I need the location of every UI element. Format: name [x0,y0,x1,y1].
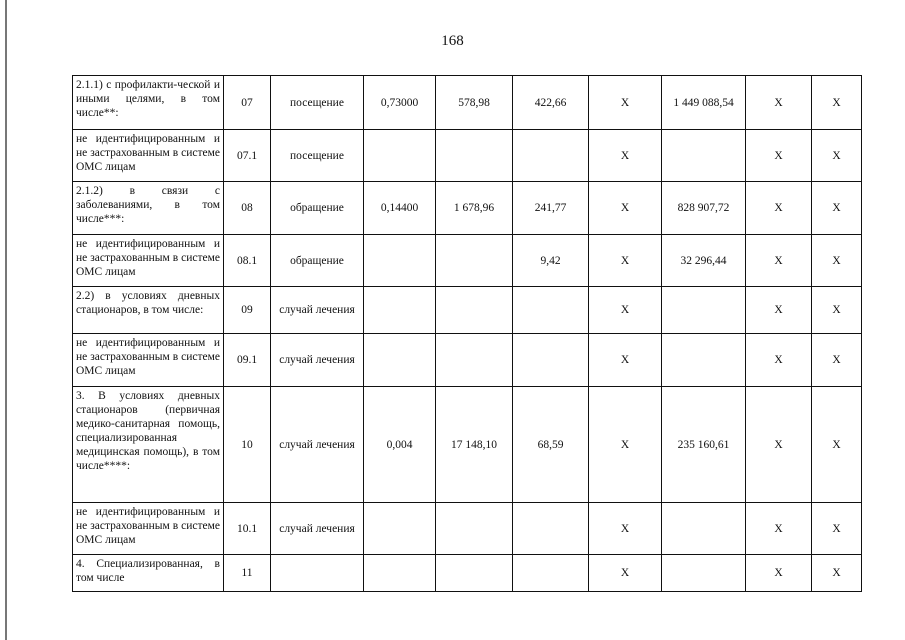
row-value-cell: X [589,387,662,503]
row-unit-cell: обращение [271,182,364,235]
row-description-cell: не идентифицированным и не застрахованным в системе ОМС лицам [73,503,224,555]
row-value-cell [436,235,513,287]
row-description-cell: 2.1.2) в связи с заболеваниями, в том числе***: [73,182,224,235]
row-description-cell: 2.2) в условиях дневных стационаров, в том числе: [73,287,224,334]
row-unit-cell: случай лечения [271,503,364,555]
table-row [73,503,862,555]
row-value-cell: X [746,387,812,503]
row-value-cell [662,555,746,592]
row-value-cell [436,503,513,555]
page-left-edge [5,0,7,640]
row-value-cell: X [746,76,812,130]
row-value-cell: 422,66 [513,76,589,130]
row-value-cell [662,287,746,334]
row-value-cell [364,555,436,592]
row-unit-cell: посещение [271,76,364,130]
row-value-cell [436,287,513,334]
row-value-cell [364,287,436,334]
row-value-cell: 241,77 [513,182,589,235]
row-value-cell: X [746,130,812,182]
row-value-cell: X [812,287,862,334]
table-row [73,555,862,592]
row-value-cell: X [746,334,812,387]
row-value-cell [513,334,589,387]
row-value-cell: 0,73000 [364,76,436,130]
row-value-cell: 9,42 [513,235,589,287]
row-code-cell: 10.1 [224,503,271,555]
row-value-cell [364,334,436,387]
row-value-cell: X [589,555,662,592]
table-row [73,182,862,235]
row-value-cell: X [812,387,862,503]
row-code-cell: 07 [224,76,271,130]
row-value-cell: X [589,334,662,387]
row-unit-cell: случай лечения [271,334,364,387]
row-value-cell: X [589,76,662,130]
row-value-cell: X [746,503,812,555]
row-unit-cell: случай лечения [271,387,364,503]
row-value-cell: X [812,130,862,182]
row-value-cell: X [812,555,862,592]
row-code-cell: 08 [224,182,271,235]
table-row [73,130,862,182]
row-description-cell: не идентифицированным и не застрахованным в системе ОМС лицам [73,334,224,387]
row-value-cell: X [589,130,662,182]
row-value-cell: 235 160,61 [662,387,746,503]
row-value-cell: X [589,287,662,334]
row-description-cell: 2.1.1) с профилакти-ческой и иными целями, в том числе**: [73,76,224,130]
row-description-cell: не идентифицированным и не застрахованным в системе ОМС лицам [73,235,224,287]
row-unit-cell: обращение [271,235,364,287]
row-value-cell: X [746,287,812,334]
data-table [72,75,862,592]
row-code-cell: 09.1 [224,334,271,387]
row-code-cell: 08.1 [224,235,271,287]
row-value-cell [364,130,436,182]
row-value-cell: X [812,182,862,235]
row-value-cell: 32 296,44 [662,235,746,287]
row-value-cell [662,334,746,387]
row-value-cell [662,503,746,555]
row-value-cell: X [812,334,862,387]
row-unit-cell: посещение [271,130,364,182]
row-value-cell [364,235,436,287]
row-value-cell: 0,14400 [364,182,436,235]
row-code-cell: 11 [224,555,271,592]
row-value-cell: 17 148,10 [436,387,513,503]
row-value-cell [436,334,513,387]
row-value-cell: 68,59 [513,387,589,503]
row-value-cell: X [746,235,812,287]
row-value-cell [513,287,589,334]
row-value-cell: 578,98 [436,76,513,130]
row-value-cell [662,130,746,182]
row-value-cell: X [589,503,662,555]
row-value-cell: X [746,555,812,592]
table-row [73,387,862,503]
row-description-cell: 3. В условиях дневных стационаров (первичная медико-санитарная помощь, специализированная медицинская помощь), в том числе****: [73,387,224,503]
row-value-cell: 1 678,96 [436,182,513,235]
row-code-cell: 07.1 [224,130,271,182]
table-row [73,287,862,334]
row-unit-cell: случай лечения [271,287,364,334]
row-value-cell: X [812,235,862,287]
row-code-cell: 10 [224,387,271,503]
row-value-cell: X [812,503,862,555]
row-value-cell: X [812,76,862,130]
table-row [73,76,862,130]
row-unit-cell [271,555,364,592]
row-value-cell: X [589,182,662,235]
row-value-cell [513,555,589,592]
row-value-cell: X [589,235,662,287]
row-code-cell: 09 [224,287,271,334]
row-value-cell [436,555,513,592]
row-value-cell: 828 907,72 [662,182,746,235]
row-value-cell [436,130,513,182]
row-value-cell [364,503,436,555]
row-description-cell: не идентифицированным и не застрахованным в системе ОМС лицам [73,130,224,182]
table-row [73,334,862,387]
row-value-cell [513,503,589,555]
page-number: 168 [441,33,464,49]
row-value-cell: 0,004 [364,387,436,503]
row-value-cell [513,130,589,182]
row-value-cell: X [746,182,812,235]
table-row [73,235,862,287]
row-description-cell: 4. Специализированная, в том числе [73,555,224,592]
row-value-cell: 1 449 088,54 [662,76,746,130]
